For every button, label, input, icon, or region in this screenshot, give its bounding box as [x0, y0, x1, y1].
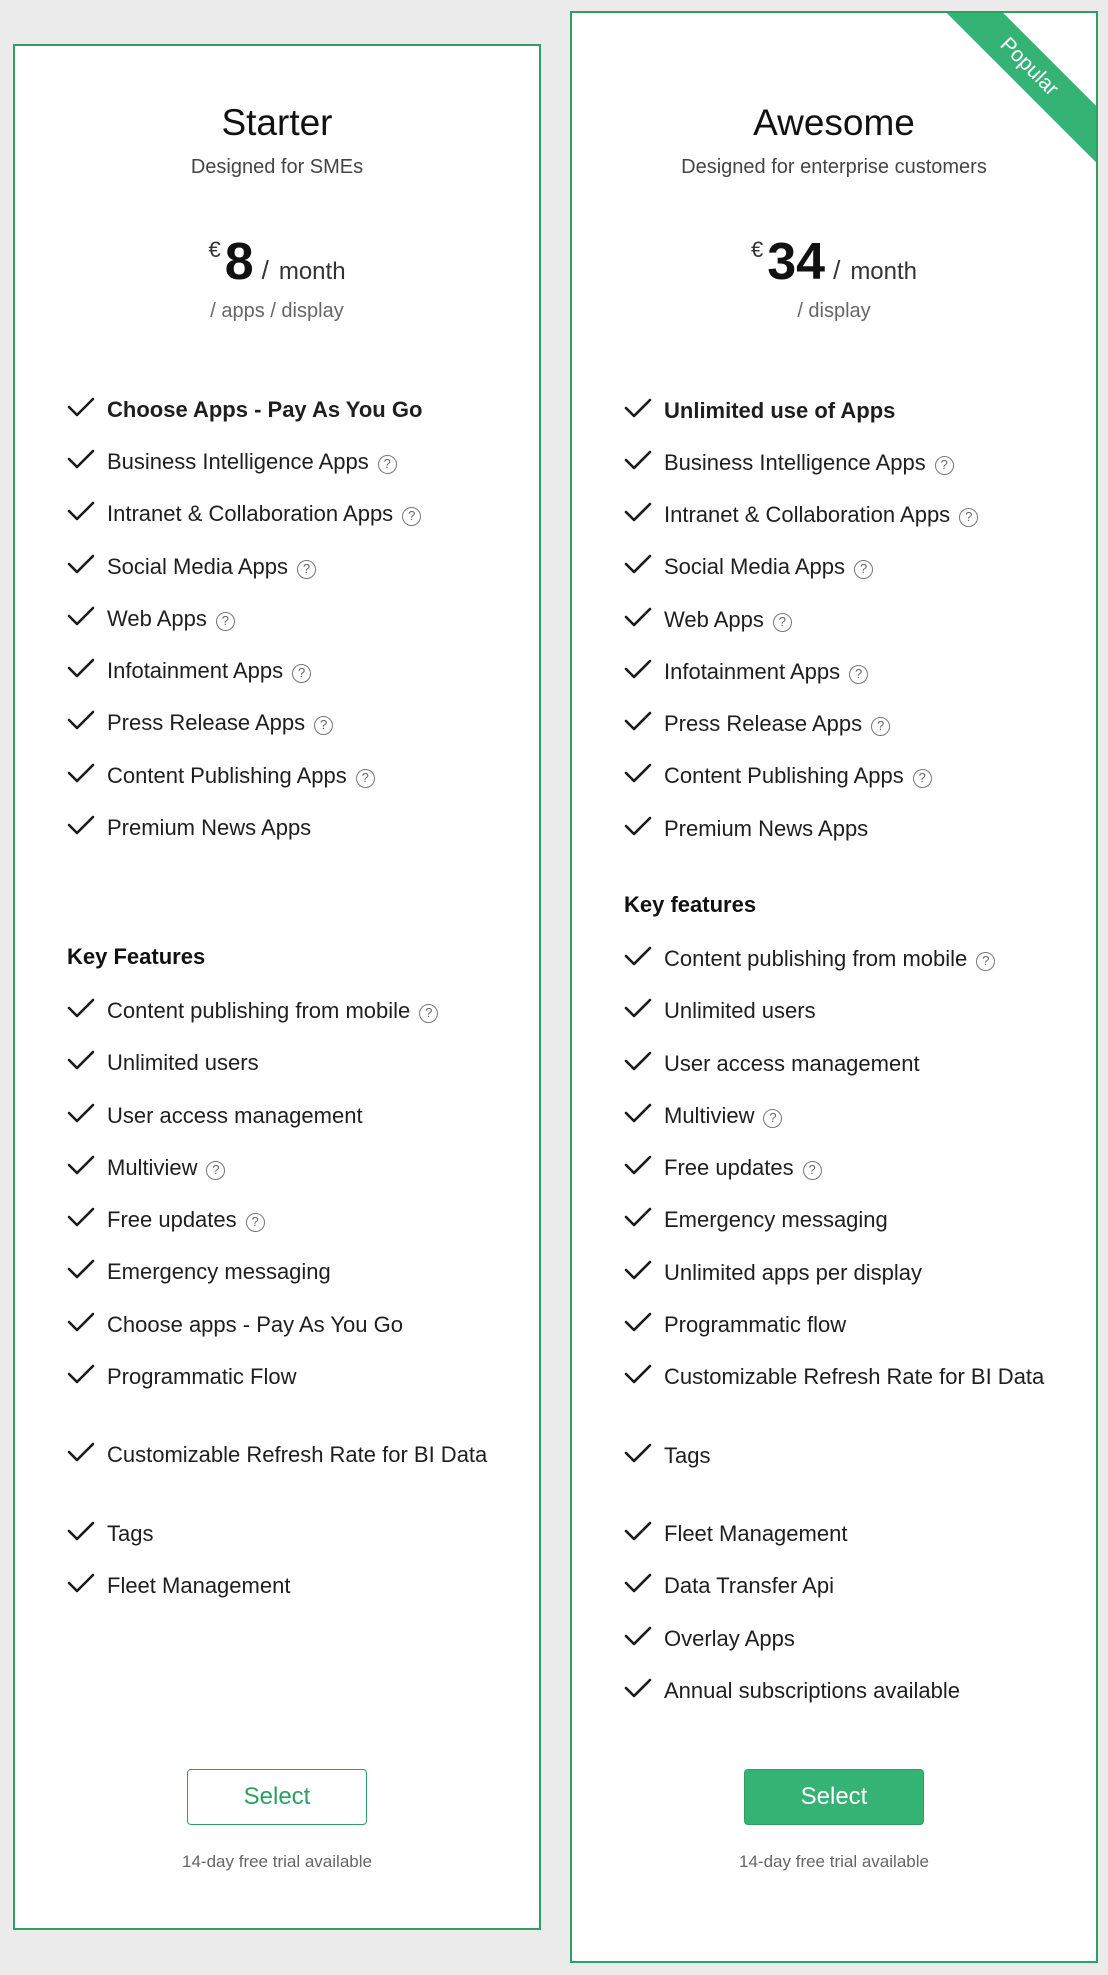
check-icon: [67, 1101, 97, 1125]
help-circle-icon[interactable]: ?: [849, 665, 868, 684]
list-item-label: [664, 816, 868, 842]
list-item-label: [107, 1364, 296, 1390]
list-item-text: Content Publishing Apps: [107, 763, 347, 788]
list-item-label: [107, 658, 311, 684]
help-circle-icon[interactable]: ?: [206, 1161, 225, 1180]
help-circle-icon[interactable]: ?: [871, 717, 890, 736]
check-icon: [624, 814, 654, 838]
list-item-text: Annual subscriptions available: [664, 1678, 960, 1703]
list-item-text: Fleet Management: [107, 1573, 291, 1598]
help-circle-icon[interactable]: ?: [356, 769, 375, 788]
list-item-text: Multiview: [664, 1103, 755, 1128]
list-item-text: Choose Apps - Pay As You Go: [107, 397, 423, 422]
list-item: [624, 502, 1054, 528]
list-item: [624, 1207, 1054, 1233]
check-icon: [67, 761, 97, 785]
list-item-label: [664, 1678, 960, 1704]
list-item: [67, 763, 497, 789]
help-circle-icon[interactable]: ?: [419, 1004, 438, 1023]
check-icon: [624, 1049, 654, 1073]
check-icon: [67, 708, 97, 732]
check-icon: [624, 1205, 654, 1229]
check-icon: [67, 1310, 97, 1334]
price-separator: /: [833, 255, 841, 285]
list-item: [67, 1103, 497, 1129]
help-circle-icon[interactable]: ?: [402, 507, 421, 526]
list-item-text: Infotainment Apps: [664, 659, 841, 684]
help-circle-icon[interactable]: ?: [913, 769, 932, 788]
check-icon: [624, 944, 654, 968]
list-item-text: Premium News Apps: [664, 816, 869, 841]
list-item: [67, 815, 497, 841]
list-item-text: Infotainment Apps: [107, 658, 284, 683]
list-item: [624, 1051, 1054, 1077]
check-icon: [67, 656, 97, 680]
list-item-label: [107, 1312, 403, 1338]
list-item-label: [664, 607, 792, 633]
popular-ribbon: Popular: [926, 11, 1098, 170]
check-icon: [67, 813, 97, 837]
help-circle-icon[interactable]: ?: [803, 1161, 822, 1180]
list-item: [624, 1103, 1054, 1129]
list-item: [624, 1521, 1054, 1547]
price-unit: / display: [797, 300, 871, 322]
check-icon: [624, 605, 654, 629]
list-item-label: [107, 998, 438, 1024]
list-item-text: Content publishing from mobile: [664, 946, 968, 971]
help-circle-icon[interactable]: ?: [378, 455, 397, 474]
help-circle-icon[interactable]: ?: [976, 952, 995, 971]
list-item: [67, 1259, 497, 1285]
list-item: [67, 449, 497, 475]
list-item-text: Unlimited users: [664, 998, 816, 1023]
price-separator: /: [261, 255, 269, 285]
list-item-label: [107, 815, 311, 841]
list-item: [67, 1207, 497, 1233]
list-item: [624, 763, 1054, 789]
list-item-label: [664, 450, 954, 476]
list-item: [624, 1573, 1054, 1599]
list-item-label: [664, 1103, 782, 1129]
list-item-label: [107, 1442, 487, 1468]
list-item: [67, 1442, 497, 1468]
list-item-text: Programmatic Flow: [107, 1364, 297, 1389]
check-icon: [67, 447, 97, 471]
check-icon: [67, 1362, 97, 1386]
list-item-label: [664, 1312, 846, 1338]
check-icon: [67, 499, 97, 523]
list-item-text: Multiview: [107, 1155, 198, 1180]
price-unit: / apps / display: [210, 300, 344, 322]
list-item-text: Overlay Apps: [664, 1626, 795, 1651]
list-item-text: Premium News Apps: [107, 815, 312, 840]
list-item-label: [664, 502, 978, 528]
help-circle-icon[interactable]: ?: [935, 456, 954, 475]
list-item-label: [664, 1364, 1044, 1390]
list-item: [67, 998, 497, 1024]
price: [15, 233, 539, 291]
check-icon: [624, 1571, 654, 1595]
list-item: [624, 1678, 1054, 1704]
plan-subtitle: Designed for SMEs: [190, 156, 364, 178]
features-title: Key Features: [67, 944, 206, 969]
list-item-label: [664, 1521, 847, 1547]
list-item-text: Tags: [107, 1521, 154, 1546]
list-item: [67, 1050, 497, 1076]
list-item: [67, 1364, 497, 1390]
list-item: [624, 659, 1054, 685]
list-item-text: Customizable Refresh Rate for BI Data: [107, 1442, 488, 1467]
list-item-text: Free updates: [664, 1155, 794, 1180]
list-item: [624, 1364, 1054, 1390]
list-item-text: Emergency messaging: [664, 1207, 888, 1232]
list-item-label: [107, 1259, 331, 1285]
help-circle-icon[interactable]: ?: [763, 1109, 782, 1128]
help-circle-icon[interactable]: ?: [314, 716, 333, 735]
help-circle-icon[interactable]: ?: [959, 508, 978, 527]
help-circle-icon[interactable]: ?: [216, 612, 235, 631]
help-circle-icon[interactable]: ?: [854, 560, 873, 579]
check-icon: [67, 1257, 97, 1281]
list-item-text: Programmatic flow: [664, 1312, 847, 1337]
list-item-label: [664, 1051, 920, 1077]
check-icon: [67, 1205, 97, 1229]
check-icon: [67, 1048, 97, 1072]
check-icon: [67, 395, 97, 419]
list-item-label: [107, 449, 397, 475]
plan-name: Awesome: [753, 102, 915, 143]
list-item-label: [664, 1260, 922, 1286]
list-item-label: [664, 711, 890, 737]
list-item-label: [107, 1103, 363, 1129]
currency-symbol: €: [208, 237, 221, 262]
check-icon: [67, 1440, 97, 1464]
list-item-text: Web Apps: [107, 606, 207, 631]
list-item-label: [664, 554, 873, 580]
price-amount: 8: [224, 233, 254, 291]
list-item-label: [664, 763, 932, 789]
list-item-text: Data Transfer Api: [664, 1573, 834, 1598]
check-icon: [624, 1519, 654, 1543]
check-icon: [624, 1441, 654, 1465]
check-icon: [624, 761, 654, 785]
check-icon: [624, 1362, 654, 1386]
list-item: [624, 946, 1054, 972]
list-item: [67, 397, 497, 423]
list-item: [67, 658, 497, 684]
features-title: Key features: [624, 892, 757, 917]
list-item-label: [107, 710, 333, 736]
list-item-text: Tags: [664, 1443, 711, 1468]
check-icon: [624, 1258, 654, 1282]
list-item-label: [107, 763, 375, 789]
list-item: [67, 1521, 497, 1547]
list-item-text: Social Media Apps: [107, 554, 288, 579]
check-icon: [624, 709, 654, 733]
list-item: [67, 501, 497, 527]
list-item-label: [107, 1155, 225, 1181]
check-icon: [67, 1571, 97, 1595]
list-item: [624, 1155, 1054, 1181]
list-item: [624, 1260, 1054, 1286]
list-item-text: Intranet & Collaboration Apps: [664, 502, 951, 527]
check-icon: [624, 1310, 654, 1334]
list-item: [624, 1312, 1054, 1338]
list-item: [67, 1312, 497, 1338]
list-item-label: [664, 1626, 795, 1652]
price-amount: 34: [767, 233, 826, 291]
check-icon: [67, 996, 97, 1020]
plan-card-awesome: [570, 11, 1098, 1963]
list-item-text: Business Intelligence Apps: [107, 449, 369, 474]
list-item: [624, 1443, 1054, 1469]
check-icon: [624, 1676, 654, 1700]
list-item: [67, 1155, 497, 1181]
list-item-text: Customizable Refresh Rate for BI Data: [664, 1364, 1045, 1389]
list-item-text: Content publishing from mobile: [107, 998, 411, 1023]
check-icon: [624, 996, 654, 1020]
check-icon: [624, 500, 654, 524]
currency-symbol: €: [750, 237, 764, 262]
list-item-label: [664, 946, 995, 972]
list-item-text: Unlimited apps per display: [664, 1260, 923, 1285]
select-button[interactable]: Select: [744, 1769, 924, 1825]
list-item: [624, 1626, 1054, 1652]
list-item-label: [107, 397, 422, 423]
list-item-label: [664, 1155, 822, 1181]
check-icon: [624, 448, 654, 472]
list-item-text: Choose apps - Pay As You Go: [107, 1312, 403, 1337]
list-item-label: [107, 1207, 265, 1233]
list-item-label: [107, 1521, 153, 1547]
check-icon: [67, 604, 97, 628]
list-item-label: [107, 606, 235, 632]
check-icon: [624, 1624, 654, 1648]
list-item-text: Unlimited users: [107, 1050, 259, 1075]
list-item-label: [664, 659, 868, 685]
list-item: [67, 710, 497, 736]
list-item: [67, 1573, 497, 1599]
help-circle-icon[interactable]: ?: [246, 1213, 265, 1232]
list-item: [624, 711, 1054, 737]
check-icon: [67, 552, 97, 576]
check-icon: [624, 1153, 654, 1177]
list-item-label: [107, 1573, 290, 1599]
list-item-label: [107, 1050, 259, 1076]
trial-note: 14-day free trial available: [739, 1852, 929, 1871]
help-circle-icon[interactable]: ?: [297, 560, 316, 579]
list-item: [624, 607, 1054, 633]
list-item-text: User access management: [107, 1103, 363, 1128]
list-item-label: [107, 554, 316, 580]
list-item-text: User access management: [664, 1051, 920, 1076]
check-icon: [624, 657, 654, 681]
list-item-text: Press Release Apps: [664, 711, 863, 736]
price-period: month: [850, 258, 918, 285]
list-item-text: Emergency messaging: [107, 1259, 331, 1284]
list-item-label: [664, 998, 816, 1024]
check-icon: [67, 1519, 97, 1543]
list-item-text: Intranet & Collaboration Apps: [107, 501, 394, 526]
trial-note: 14-day free trial available: [182, 1852, 372, 1871]
list-item: [624, 816, 1054, 842]
select-button[interactable]: Select: [187, 1769, 367, 1825]
list-item-text: Free updates: [107, 1207, 237, 1232]
help-circle-icon[interactable]: ?: [292, 664, 311, 683]
list-item-text: Business Intelligence Apps: [664, 450, 926, 475]
price-period: month: [278, 258, 346, 285]
list-item-label: [664, 1573, 834, 1599]
list-item: [67, 554, 497, 580]
list-item: [67, 606, 497, 632]
list-item-label: [664, 1207, 888, 1233]
plan-card-starter: [13, 44, 541, 1930]
price: [572, 233, 1096, 291]
list-item: [624, 398, 1054, 424]
list-item: [624, 450, 1054, 476]
list-item: [624, 554, 1054, 580]
plan-subtitle: Designed for enterprise customers: [681, 156, 987, 178]
list-item-text: Fleet Management: [664, 1521, 848, 1546]
list-item: [624, 998, 1054, 1024]
list-item-text: Content Publishing Apps: [664, 763, 904, 788]
check-icon: [624, 552, 654, 576]
list-item-label: [664, 398, 895, 424]
help-circle-icon[interactable]: ?: [773, 613, 792, 632]
list-item-label: [664, 1443, 710, 1469]
plan-name: Starter: [221, 102, 333, 143]
check-icon: [624, 396, 654, 420]
check-icon: [67, 1153, 97, 1177]
list-item-text: Web Apps: [664, 607, 764, 632]
check-icon: [624, 1101, 654, 1125]
list-item-text: Press Release Apps: [107, 710, 306, 735]
list-item-label: [107, 501, 421, 527]
list-item-text: Social Media Apps: [664, 554, 845, 579]
list-item-text: Unlimited use of Apps: [664, 398, 896, 423]
